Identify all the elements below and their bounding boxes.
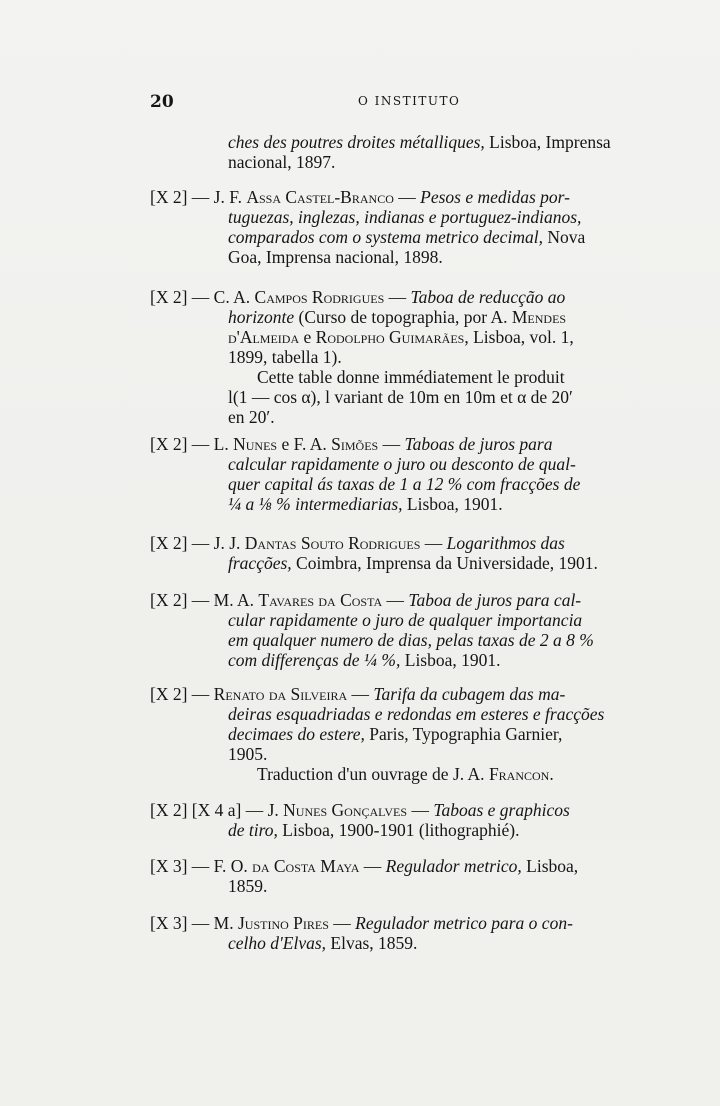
entry-text: L. <box>213 434 234 454</box>
entry-text: [X 3] — <box>150 856 214 876</box>
entry-text: Lisboa, <box>521 856 579 876</box>
entry-line <box>150 800 645 820</box>
entry-text: l(1 — cos α), l variant de 10m en 10m et α de 20′ <box>228 387 573 407</box>
entry-text: Elvas, 1859. <box>326 933 418 953</box>
entry-text: [X 2] — <box>150 590 214 610</box>
running-title: O INSTITUTO <box>358 94 461 108</box>
entry-text: (Curso de topographia, por A. <box>294 307 512 327</box>
entry-text: e F. A. <box>277 434 332 454</box>
entry-text: [X 2] — <box>150 187 214 207</box>
entry-line <box>150 327 645 347</box>
work-title: calcular rapidamente o juro ou desconto de qual- <box>228 454 576 474</box>
work-title: fracções, <box>228 553 292 573</box>
work-title: em qualquer numero de dias, pelas taxas de 2 a 8 % <box>228 630 594 650</box>
entry-line <box>150 913 645 933</box>
author-name: da Costa Maya <box>252 856 360 876</box>
work-title: Taboas e graphicos <box>433 800 570 820</box>
entry-text: — <box>328 913 356 933</box>
entry-text: nacional, 1897. <box>228 152 336 172</box>
page-header <box>150 92 640 114</box>
bibliography-entry <box>150 856 645 896</box>
entry-text: Goa, Imprensa nacional, 1898. <box>228 247 443 267</box>
author-name: Nunes Gonçalves <box>283 800 408 820</box>
entry-text: Paris, Typographia Garnier, <box>364 724 563 744</box>
entry-text: C. A. <box>213 287 255 307</box>
entry-text: — <box>407 800 434 820</box>
work-title: comparados com o systema metrico decimal, <box>228 227 543 247</box>
work-title: com differenças de ¼ %, <box>228 650 401 670</box>
entry-text: Coimbra, Imprensa da Universidade, 1901. <box>291 553 598 573</box>
entry-line <box>150 474 645 494</box>
author-name: Justino Pires <box>237 913 329 933</box>
author-name: Renato da Silveira <box>213 684 348 704</box>
bibliography-entry <box>150 590 645 670</box>
entry-line <box>150 187 645 207</box>
work-title: ches des poutres droites métalliques, <box>228 132 485 152</box>
entry-line <box>150 454 645 474</box>
entry-line <box>150 494 645 514</box>
entry-text: e <box>299 327 316 347</box>
bibliography-entry <box>150 533 645 573</box>
entry-text: en 20′. <box>228 407 275 427</box>
entry-text: Cette table donne immédiatement le produit <box>257 367 565 387</box>
entry-line <box>150 434 645 454</box>
entry-line <box>150 287 645 307</box>
entry-line <box>150 610 645 630</box>
entry-text: — <box>393 187 421 207</box>
entry-text: — <box>384 287 411 307</box>
work-title: ¼ a ⅛ % intermediarias, <box>228 494 403 514</box>
entry-line <box>150 590 645 610</box>
author-name: d'Almeida <box>228 327 300 347</box>
work-title: celho d'Elvas, <box>228 933 327 953</box>
entry-text: [X 2] — <box>150 434 214 454</box>
entry-text: Nova <box>542 227 586 247</box>
entry-line <box>150 407 645 427</box>
entry-line <box>150 553 645 573</box>
work-title: deiras esquadriadas e redondas em esteres e fracções <box>228 704 605 724</box>
entry-line <box>150 764 645 784</box>
entry-text: [X 2] — <box>150 684 214 704</box>
entry-line <box>150 247 645 267</box>
entry-text: F. O. <box>213 856 253 876</box>
entry-text: . <box>549 764 554 784</box>
work-title: quer capital ás taxas de 1 a 12 % com fracções de <box>228 474 581 494</box>
entry-text: — <box>359 856 386 876</box>
author-name: Assa Castel-Branco <box>246 187 394 207</box>
entry-text: 1859. <box>228 876 268 896</box>
entry-text: — <box>382 590 409 610</box>
entry-line <box>150 307 645 327</box>
author-name: Tavares da Costa <box>258 590 383 610</box>
work-title: Taboas de juros para <box>404 434 553 454</box>
entry-line <box>150 724 645 744</box>
author-name: Nunes <box>233 434 278 454</box>
work-title: cular rapidamente o juro de qualquer importancia <box>228 610 583 630</box>
entry-line <box>150 933 645 953</box>
entry-line <box>150 533 645 553</box>
work-title: horizonte <box>228 307 295 327</box>
author-name: Dantas Souto Rodrigues <box>244 533 421 553</box>
author-name: Simões <box>331 434 379 454</box>
entry-text: Lisboa, Imprensa <box>484 132 611 152</box>
entry-line <box>150 387 645 407</box>
entry-line <box>150 856 645 876</box>
entry-line <box>150 347 645 367</box>
entry-text: J. <box>267 800 284 820</box>
author-name: Mendes <box>511 307 567 327</box>
entry-text: [X 3] — <box>150 913 214 933</box>
entry-text: 1899, tabella 1). <box>228 347 342 367</box>
work-title: Regulador metrico, <box>385 856 522 876</box>
entry-line <box>150 684 645 704</box>
entry-text: J. J. <box>213 533 245 553</box>
entry-line <box>150 152 645 172</box>
entry-line <box>150 820 645 840</box>
bibliography-entry <box>150 187 645 267</box>
work-title: Logarithmos das <box>446 533 565 553</box>
entry-line <box>150 207 645 227</box>
entry-text: [X 2] — <box>150 287 214 307</box>
entry-text: , Lisboa, vol. 1, <box>464 327 574 347</box>
entry-line <box>150 876 645 896</box>
entry-line <box>150 630 645 650</box>
entry-line <box>150 650 645 670</box>
work-title: Tarifa da cubagem das ma- <box>373 684 566 704</box>
entry-text: J. F. <box>213 187 247 207</box>
author-name: Francon <box>488 764 550 784</box>
entry-text: [X 2] — <box>150 533 214 553</box>
bibliography-entry <box>150 434 645 514</box>
entry-text: — <box>347 684 374 704</box>
bibliography-entry <box>150 800 645 840</box>
entry-text: Lisboa, 1901. <box>400 650 501 670</box>
entry-line <box>150 744 645 764</box>
bibliography-entry <box>150 684 645 784</box>
entry-text: [X 2] [X 4 a] — <box>150 800 268 820</box>
entry-line <box>150 704 645 724</box>
work-title: decimaes do estere, <box>228 724 365 744</box>
bibliography-entry <box>150 132 645 172</box>
bibliography-entry <box>150 287 645 427</box>
entry-text: — <box>420 533 447 553</box>
entry-text: M. <box>213 913 238 933</box>
entry-line <box>150 227 645 247</box>
author-name: Rodolpho Guimarães <box>315 327 465 347</box>
work-title: tuguezas, inglezas, indianas e portuguez-indianos, <box>228 207 582 227</box>
author-name: Campos Rodrigues <box>254 287 385 307</box>
work-title: de tiro, <box>228 820 278 840</box>
entry-text: Lisboa, 1900-1901 (lithographié). <box>277 820 520 840</box>
entry-text: 1905. <box>228 744 268 764</box>
work-title: Taboa de juros para cal- <box>408 590 582 610</box>
entry-line <box>150 367 645 387</box>
entry-text: — <box>378 434 405 454</box>
work-title: Pesos e medidas por- <box>420 187 570 207</box>
bibliography-entry <box>150 913 645 953</box>
entry-text: Lisboa, 1901. <box>402 494 503 514</box>
page-number: 20 <box>150 92 174 112</box>
entry-line <box>150 132 645 152</box>
work-title: Taboa de reducção ao <box>410 287 566 307</box>
entry-text: Traduction d'un ouvrage de J. A. <box>257 764 489 784</box>
entry-text: M. A. <box>213 590 259 610</box>
work-title: Regulador metrico para o con- <box>355 913 573 933</box>
